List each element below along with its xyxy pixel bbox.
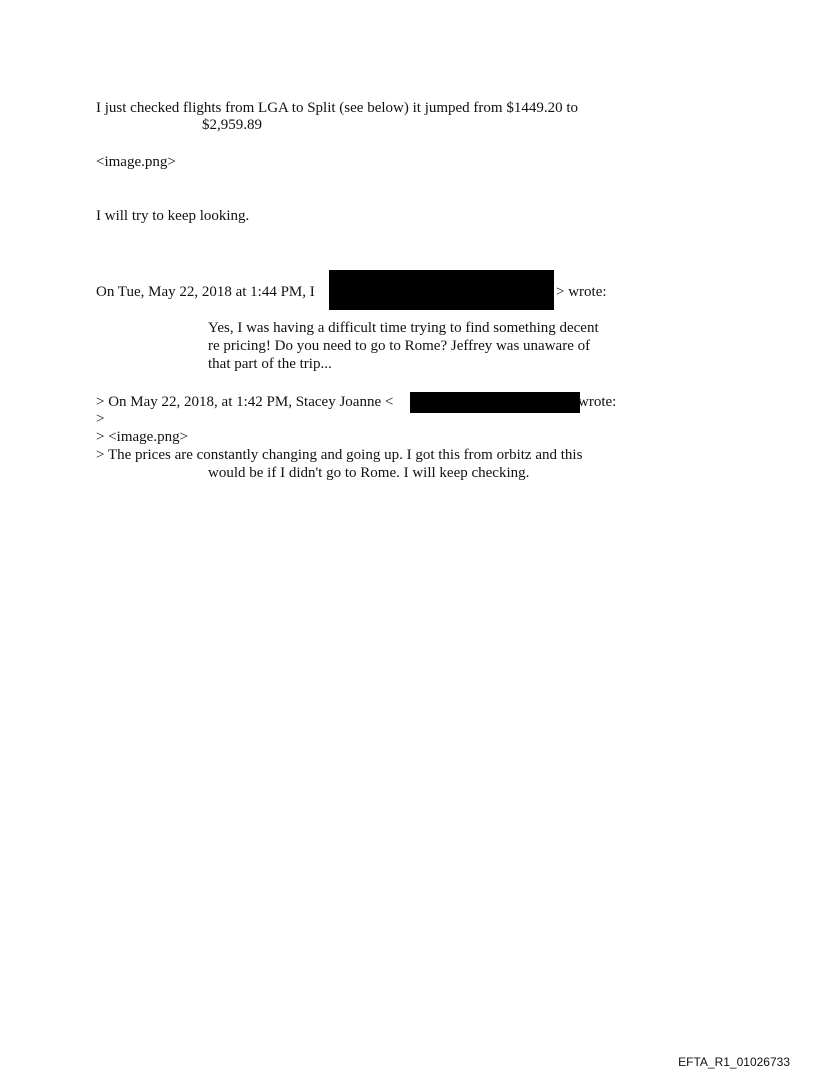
nested-header-suffix: wrote: bbox=[578, 394, 617, 410]
followup-text: I will try to keep looking. bbox=[96, 208, 250, 224]
reply-header-suffix: > wrote: bbox=[556, 284, 607, 300]
nested-blank-line: > bbox=[96, 411, 105, 427]
redaction-block bbox=[329, 270, 554, 310]
reply-header-date: On Tue, May 22, 2018 at 1:44 PM, bbox=[96, 284, 310, 300]
nested-header-prefix: > On May 22, 2018, at 1:42 PM, Stacey Joanne < bbox=[96, 394, 394, 410]
quoted-reply-line-3: that part of the trip... bbox=[208, 356, 332, 372]
quoted-reply-line-1: Yes, I was having a difficult time trying to find something decent bbox=[208, 320, 599, 336]
quoted-reply-line-2: re pricing! Do you need to go to Rome? Jeffrey was unaware of bbox=[208, 338, 591, 354]
nested-body-line-2: would be if I didn't go to Rome. I will keep checking. bbox=[208, 465, 530, 481]
nested-body-line-1: > The prices are constantly changing and going up. I got this from orbitz and this bbox=[96, 447, 583, 463]
document-id: EFTA_R1_01026733 bbox=[678, 1055, 790, 1069]
opening-line-2: $2,959.89 bbox=[202, 117, 262, 133]
redaction-block bbox=[410, 392, 580, 413]
attachment-placeholder: <image.png> bbox=[96, 154, 176, 170]
reply-header-sender-fragment: I bbox=[309, 284, 315, 300]
opening-line-1: I just checked flights from LGA to Split (see below) it jumped from $1449.20 to bbox=[96, 100, 579, 116]
reply-header-prefix bbox=[96, 284, 315, 301]
nested-attachment: > <image.png> bbox=[96, 429, 189, 445]
